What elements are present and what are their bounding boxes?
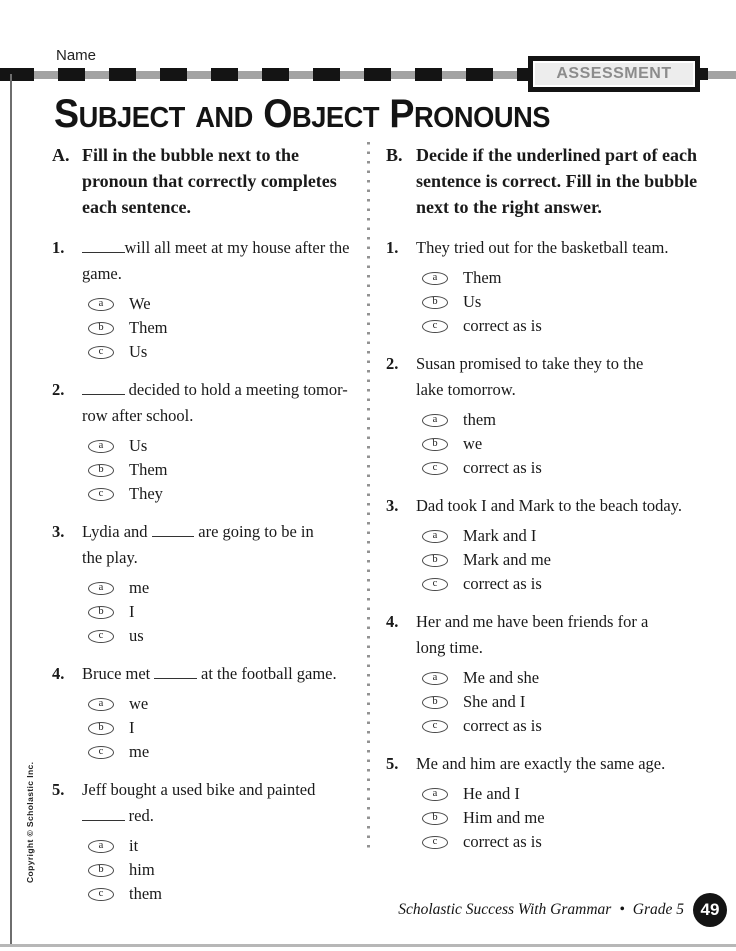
choice-text: Me and she bbox=[463, 668, 540, 687]
choices bbox=[422, 266, 714, 338]
choices bbox=[422, 782, 714, 854]
section-label: B. bbox=[386, 145, 403, 165]
question-body bbox=[416, 751, 714, 854]
choice-text: I bbox=[129, 602, 135, 621]
question-text-line: Her and me have been friends for a bbox=[416, 612, 649, 631]
question-number: 4. bbox=[52, 664, 65, 683]
choice-row bbox=[88, 434, 366, 458]
title-word: OBJECT bbox=[263, 92, 380, 136]
choice-row bbox=[422, 524, 714, 548]
question-text-line: Jeff bought a used bike and painted bbox=[82, 780, 316, 799]
copyright-notice: Copyright © Scholastic Inc. bbox=[25, 761, 35, 883]
question-text-line: red. bbox=[82, 803, 366, 829]
answer-bubble-a[interactable]: a bbox=[422, 414, 448, 427]
question-text-line: Bruce met at the football game. bbox=[82, 664, 337, 683]
answer-bubble-b[interactable]: b bbox=[88, 464, 114, 477]
question bbox=[52, 777, 366, 906]
question bbox=[386, 609, 714, 738]
answer-bubble-c[interactable]: c bbox=[88, 746, 114, 759]
choice-text: we bbox=[463, 434, 483, 453]
question-body bbox=[82, 777, 366, 906]
answer-bubble-a[interactable]: a bbox=[88, 582, 114, 595]
choice-row bbox=[88, 458, 366, 482]
choice-text: us bbox=[129, 626, 144, 645]
choice-row bbox=[88, 576, 366, 600]
question bbox=[386, 235, 714, 338]
choice-text: He and I bbox=[463, 784, 520, 803]
answer-bubble-b[interactable]: b bbox=[422, 438, 448, 451]
choice-text: Them bbox=[129, 460, 168, 479]
answer-bubble-c[interactable]: c bbox=[422, 720, 448, 733]
answer-bubble-b[interactable]: b bbox=[88, 722, 114, 735]
answer-blank bbox=[82, 239, 125, 253]
choice-row bbox=[422, 806, 714, 830]
choice-text: them bbox=[463, 410, 496, 429]
choice-text: correct as is bbox=[463, 832, 542, 851]
answer-bubble-b[interactable]: b bbox=[88, 322, 114, 335]
header-dashed-rule bbox=[0, 68, 530, 81]
choice-row bbox=[88, 600, 366, 624]
answer-bubble-a[interactable]: a bbox=[422, 272, 448, 285]
choices bbox=[88, 692, 366, 764]
question-body bbox=[82, 377, 366, 506]
answer-bubble-a[interactable]: a bbox=[88, 440, 114, 453]
question bbox=[386, 751, 714, 854]
answer-bubble-a[interactable]: a bbox=[422, 788, 448, 801]
question-number: 4. bbox=[386, 612, 399, 631]
footer-text bbox=[398, 901, 684, 919]
assessment-badge bbox=[528, 56, 700, 92]
question bbox=[52, 519, 366, 648]
answer-bubble-c[interactable]: c bbox=[422, 462, 448, 475]
answer-bubble-a[interactable]: a bbox=[422, 672, 448, 685]
choice-text: correct as is bbox=[463, 316, 542, 335]
answer-bubble-b[interactable]: b bbox=[422, 554, 448, 567]
section-heading bbox=[386, 142, 714, 220]
choice-row bbox=[422, 666, 714, 690]
answer-bubble-c[interactable]: c bbox=[88, 488, 114, 501]
name-label: Name bbox=[56, 47, 97, 64]
choice-row bbox=[422, 830, 714, 854]
answer-blank bbox=[152, 523, 195, 537]
section-instructions: Decide if the underlined part of each sentence is correct. Fill in the bubble next to the right answer. bbox=[416, 145, 698, 217]
question-number: 2. bbox=[52, 380, 65, 399]
choice-text: We bbox=[129, 294, 151, 313]
left-page-rule bbox=[10, 74, 12, 945]
question-text-line: Susan promised to take they to the bbox=[416, 354, 644, 373]
question-number: 5. bbox=[386, 754, 399, 773]
footer-grade: Grade 5 bbox=[632, 901, 684, 918]
answer-bubble-a[interactable]: a bbox=[88, 298, 114, 311]
question-number: 3. bbox=[386, 496, 399, 515]
choice-row bbox=[422, 690, 714, 714]
section-label: A. bbox=[52, 145, 70, 165]
answer-bubble-c[interactable]: c bbox=[422, 836, 448, 849]
answer-bubble-c[interactable]: c bbox=[422, 578, 448, 591]
choice-text: Us bbox=[129, 342, 148, 361]
assessment-label: ASSESSMENT bbox=[556, 65, 672, 82]
answer-bubble-b[interactable]: b bbox=[88, 606, 114, 619]
question-body bbox=[82, 519, 366, 648]
choices bbox=[88, 434, 366, 506]
question-text-line: the play. bbox=[82, 548, 138, 567]
question-text-line: will all meet at my house after the bbox=[82, 235, 366, 261]
question bbox=[386, 351, 714, 480]
choice-row bbox=[88, 716, 366, 740]
choice-row bbox=[88, 482, 366, 506]
choice-text: Mark and me bbox=[463, 550, 551, 569]
choice-row bbox=[88, 858, 366, 882]
choice-text: She and I bbox=[463, 692, 526, 711]
choice-row bbox=[422, 548, 714, 572]
title-word: AND bbox=[195, 102, 253, 134]
answer-blank bbox=[82, 807, 125, 821]
choice-row bbox=[88, 292, 366, 316]
choice-row bbox=[422, 432, 714, 456]
answer-bubble-b[interactable]: b bbox=[422, 296, 448, 309]
choice-row bbox=[422, 456, 714, 480]
question-text-line: They tried out for the basketball team. bbox=[416, 238, 669, 257]
question-text-line: decided to hold a meeting tomor- bbox=[82, 377, 366, 403]
page-number-badge: 49 bbox=[693, 893, 727, 927]
choice-row bbox=[422, 572, 714, 596]
question-number: 1. bbox=[52, 238, 65, 257]
question bbox=[52, 661, 366, 764]
question-text-line: game. bbox=[82, 264, 122, 283]
question-number: 1. bbox=[386, 238, 399, 257]
footer bbox=[398, 893, 727, 927]
title-word: PRONOUNS bbox=[389, 92, 551, 136]
choice-text: I bbox=[129, 718, 135, 737]
question bbox=[52, 235, 366, 364]
section-instructions: Fill in the bubble next to the pronoun that correctly completes each sentence. bbox=[82, 145, 337, 217]
question-number: 5. bbox=[52, 780, 65, 799]
answer-bubble-a[interactable]: a bbox=[88, 840, 114, 853]
bottom-page-rule bbox=[0, 944, 736, 947]
question-body bbox=[416, 493, 714, 596]
choice-text: Them bbox=[463, 268, 502, 287]
footer-book-title: Scholastic Success With Grammar bbox=[398, 901, 612, 918]
choices bbox=[422, 666, 714, 738]
section-b-column bbox=[386, 142, 714, 919]
choice-row bbox=[422, 714, 714, 738]
choices bbox=[88, 576, 366, 648]
choice-text: Him and me bbox=[463, 808, 545, 827]
answer-bubble-b[interactable]: b bbox=[88, 864, 114, 877]
worksheet-columns bbox=[52, 142, 714, 919]
choice-text: Us bbox=[129, 436, 148, 455]
choice-row bbox=[422, 266, 714, 290]
answer-blank bbox=[82, 381, 125, 395]
choice-row bbox=[88, 692, 366, 716]
choice-row bbox=[88, 834, 366, 858]
section-a-column bbox=[52, 142, 366, 919]
choice-text: them bbox=[129, 884, 162, 903]
choice-row bbox=[422, 314, 714, 338]
question-number: 3. bbox=[52, 522, 65, 541]
page-title bbox=[54, 92, 560, 137]
section-heading bbox=[52, 142, 366, 220]
answer-bubble-c[interactable]: c bbox=[88, 630, 114, 643]
choices bbox=[422, 524, 714, 596]
choices bbox=[88, 834, 366, 906]
choice-text: Mark and I bbox=[463, 526, 537, 545]
choice-text: correct as is bbox=[463, 574, 542, 593]
choice-row bbox=[88, 882, 366, 906]
choice-text: They bbox=[129, 484, 163, 503]
answer-bubble-c[interactable]: c bbox=[422, 320, 448, 333]
choice-row bbox=[88, 340, 366, 364]
answer-blank bbox=[154, 665, 197, 679]
answer-bubble-a[interactable]: a bbox=[422, 530, 448, 543]
title-word: SUBJECT bbox=[54, 92, 185, 136]
question-text-line: Dad took I and Mark to the beach today. bbox=[416, 496, 683, 515]
question-text-line: lake tomorrow. bbox=[416, 380, 516, 399]
answer-bubble-b[interactable]: b bbox=[422, 696, 448, 709]
question bbox=[52, 377, 366, 506]
question-text-line: long time. bbox=[416, 638, 483, 657]
choice-row bbox=[422, 408, 714, 432]
choice-text: correct as is bbox=[463, 716, 542, 735]
choice-text: him bbox=[129, 860, 155, 879]
choice-row bbox=[88, 740, 366, 764]
question-text-line: Lydia and are going to be in bbox=[82, 522, 314, 541]
answer-bubble-c[interactable]: c bbox=[88, 888, 114, 901]
question bbox=[386, 493, 714, 596]
column-divider bbox=[367, 142, 370, 848]
choice-row bbox=[88, 316, 366, 340]
question-body bbox=[416, 351, 714, 480]
question-number: 2. bbox=[386, 354, 399, 373]
choice-row bbox=[422, 782, 714, 806]
question-body bbox=[82, 661, 366, 764]
answer-bubble-c[interactable]: c bbox=[88, 346, 114, 359]
answer-bubble-a[interactable]: a bbox=[88, 698, 114, 711]
question-text-line: Me and him are exactly the same age. bbox=[416, 754, 666, 773]
choices bbox=[422, 408, 714, 480]
question-body bbox=[82, 235, 366, 364]
choice-text: Them bbox=[129, 318, 168, 337]
choice-text: me bbox=[129, 742, 150, 761]
choice-row bbox=[88, 624, 366, 648]
choice-text: Us bbox=[463, 292, 482, 311]
choice-text: me bbox=[129, 578, 150, 597]
question-body bbox=[416, 235, 714, 338]
choice-row bbox=[422, 290, 714, 314]
footer-separator-dot: • bbox=[619, 901, 625, 918]
question-body bbox=[416, 609, 714, 738]
choices bbox=[88, 292, 366, 364]
question-text-line: row after school. bbox=[82, 406, 194, 425]
choice-text: correct as is bbox=[463, 458, 542, 477]
choice-text: it bbox=[129, 836, 139, 855]
choice-text: we bbox=[129, 694, 149, 713]
answer-bubble-b[interactable]: b bbox=[422, 812, 448, 825]
